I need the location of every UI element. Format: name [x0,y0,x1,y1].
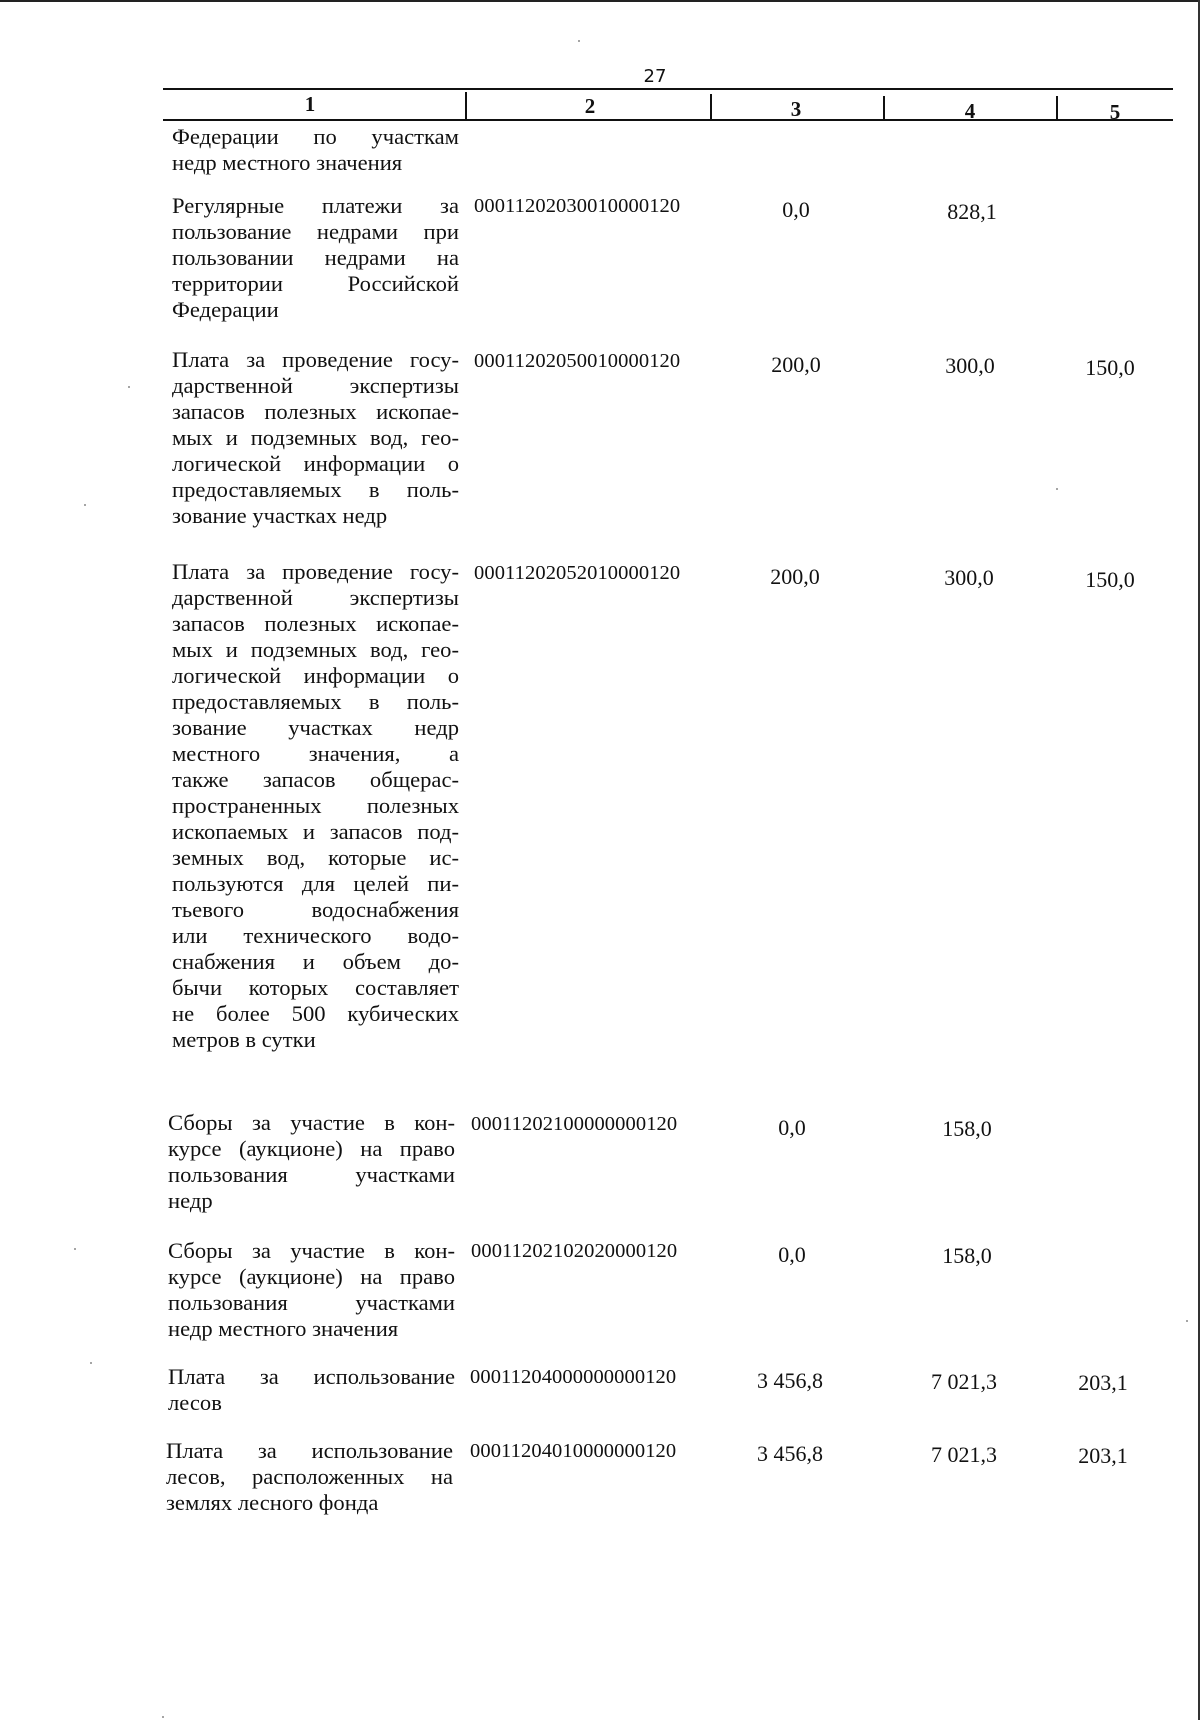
desc-line: зование участках недр [172,503,388,528]
desc-line: запасов полезных ископае- [172,399,459,424]
desc-line: Федерации [172,297,279,322]
scan-speck [74,1248,76,1250]
row-description [172,193,459,323]
desc-line: бычи которых составляет [172,975,459,1000]
row-col3-value: 0,0 [778,1115,806,1140]
desc-line: логической информации о [172,663,459,688]
desc-line: Регулярные платежи за [172,193,459,218]
row-col5-value: 150,0 [1085,355,1135,380]
row-code: 00011202030010000120 [474,195,681,217]
desc-line: недр местного значения [172,150,403,175]
row-col4-value: 158,0 [942,1116,992,1141]
desc-line: лесов [168,1390,222,1415]
row-col5-value: 150,0 [1085,567,1135,592]
desc-line: снабжения и объем до- [172,949,459,974]
desc-line: запасов полезных ископае- [172,611,459,636]
row-col3-value: 3 456,8 [757,1368,823,1393]
page-edge-top [0,0,1200,2]
row-code: 00011202100000000120 [471,1113,678,1135]
row-col4-value: 300,0 [945,353,995,378]
desc-line: зование участках недр [172,715,459,740]
header-col-3: 3 [790,97,802,121]
row-code: 00011202050010000120 [474,350,681,372]
desc-line: пользовании недрами на [172,245,459,270]
row-col4-value: 828,1 [947,199,997,224]
header-bottom-rule [163,119,1173,121]
header-divider-4 [1056,96,1058,119]
desc-line: лесов, расположенных на [166,1464,453,1489]
row-col3-value: 0,0 [778,1242,806,1267]
desc-line: ископаемых и запасов под- [172,819,459,844]
desc-line: Федерации по участкам [172,124,459,149]
desc-line: земных вод, которые ис- [172,845,459,870]
desc-line: Плата за использование [168,1364,455,1389]
row-description [168,1110,455,1214]
row-description [168,1238,455,1342]
row-description [168,1364,455,1416]
scan-speck [578,40,580,42]
header-col-1: 1 [304,92,316,116]
desc-line: пользуются для целей пи- [172,871,459,896]
desc-line: тьевого водоснабжения [172,897,459,922]
desc-line: Сборы за участие в кон- [168,1110,455,1135]
scan-speck [162,1716,164,1718]
header-divider-1 [465,92,467,119]
header-col-2: 2 [584,94,596,118]
desc-line: дарственной экспертизы [172,585,459,610]
row-description [166,1438,453,1516]
row-col4-value: 7 021,3 [931,1369,997,1394]
desc-line: дарственной экспертизы [172,373,459,398]
scan-speck [128,386,130,388]
row-description [172,124,459,176]
desc-line: курсе (аукционе) на право [168,1264,455,1289]
scan-speck [84,504,86,506]
desc-line: местного значения, а [172,741,459,766]
desc-line: мых и подземных вод, гео- [172,425,459,450]
desc-line: также запасов общерас- [172,767,459,792]
desc-line: логической информации о [172,451,459,476]
row-col3-value: 0,0 [782,197,810,222]
desc-line: недр местного значения [168,1316,399,1341]
row-description [172,347,459,529]
row-col3-value: 200,0 [771,352,821,377]
header-top-rule [163,88,1173,90]
row-description [172,559,459,1053]
desc-line: пользование недрами при [172,219,459,244]
row-code: 00011202102020000120 [471,1240,678,1262]
row-col4-value: 300,0 [944,565,994,590]
desc-line: пространенных полезных [172,793,459,818]
desc-line: Плата за проведение госу- [172,347,459,372]
row-code: 00011204010000000120 [470,1440,677,1462]
row-col4-value: 158,0 [942,1243,992,1268]
row-code: 00011202052010000120 [474,562,681,584]
header-col-5: 5 [1109,100,1121,124]
desc-line: предоставляемых в поль- [172,477,459,502]
header-divider-3 [883,96,885,119]
desc-line: Плата за проведение госу- [172,559,459,584]
row-code: 00011204000000000120 [470,1366,677,1388]
desc-line: землях лесного фонда [166,1490,379,1515]
desc-line: территории Российской [172,271,459,296]
scan-speck [90,1362,92,1364]
page-number: 27 [643,66,667,87]
header-col-4: 4 [964,99,976,123]
desc-line: или технического водо- [172,923,459,948]
desc-line: Сборы за участие в кон- [168,1238,455,1263]
row-col5-value: 203,1 [1078,1370,1128,1395]
scan-speck [1186,1320,1188,1322]
row-col5-value: 203,1 [1078,1443,1128,1468]
desc-line: не более 500 кубических [172,1001,459,1026]
desc-line: Плата за использование [166,1438,453,1463]
row-col4-value: 7 021,3 [931,1442,997,1467]
desc-line: пользования участками [168,1162,455,1187]
scan-speck [1056,488,1058,490]
header-divider-2 [710,94,712,119]
desc-line: метров в сутки [172,1027,316,1052]
desc-line: пользования участками [168,1290,455,1315]
row-col3-value: 200,0 [770,564,820,589]
desc-line: курсе (аукционе) на право [168,1136,455,1161]
row-col3-value: 3 456,8 [757,1441,823,1466]
desc-line: недр [168,1188,213,1213]
desc-line: предоставляемых в поль- [172,689,459,714]
desc-line: мых и подземных вод, гео- [172,637,459,662]
